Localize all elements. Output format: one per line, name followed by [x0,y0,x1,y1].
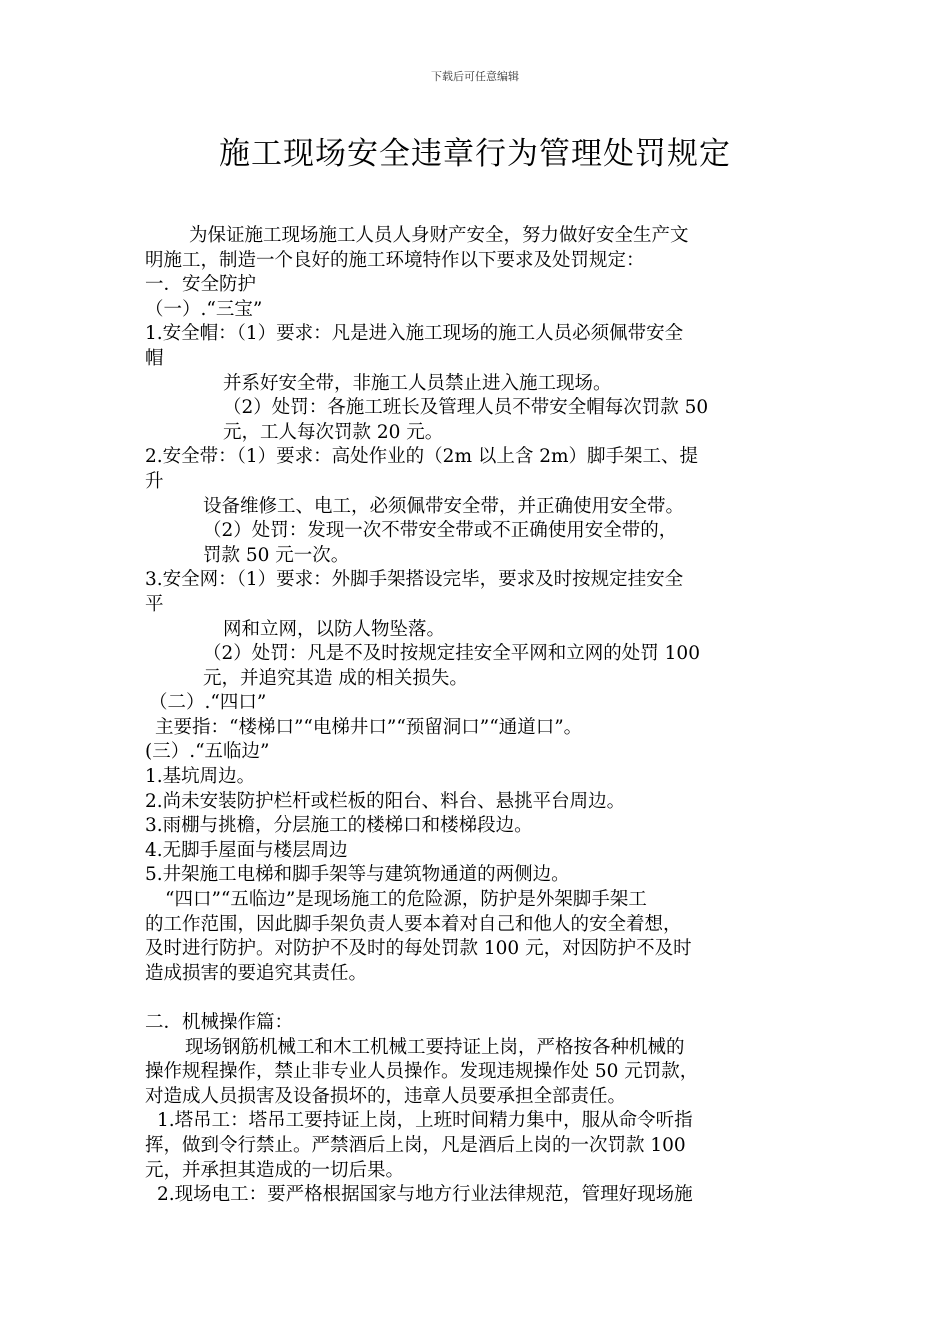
paragraph-line: 明施工，制造一个良好的施工环境特作以下要求及处罚规定： [145,249,645,271]
document-title: 施工现场安全违章行为管理处罚规定 [219,136,731,172]
paragraph-line: 元，工人每次罚款 20 元。 [223,421,444,443]
paragraph-line: 网和立网，以防人物坠落。 [223,618,446,640]
paragraph-line: 2.安全带：（1）要求：高处作业的（2m 以上含 2m）脚手架工、提 [145,446,699,468]
paragraph-line: 元，并追究其造 成的相关损失。 [203,667,468,689]
paragraph-line: 造成损害的要追究其责任。 [145,962,368,984]
paragraph-line: （2）处罚：各施工班长及管理人员不带安全帽每次罚款 50 [223,397,709,419]
paragraph-line: 升 [145,470,164,492]
paragraph-line: 为保证施工现场施工人员人身财产安全，努力做好安全生产文 [189,225,689,246]
subsection-heading: （二）.“四口” [149,692,267,714]
paragraph-line: （2）处罚：发现一次不带安全带或不正确使用安全带的， [203,520,678,542]
page-header: 下载后可任意编辑 [431,70,519,83]
paragraph-line: 对造成人员损害及设备损坏的，违章人员要承担全部责任。 [145,1085,627,1107]
list-item: 5.井架施工电梯和脚手架等与建筑物通道的两侧边。 [145,864,570,886]
paragraph-line: 的工作范围，因此脚手架负责人要本着对自己和他人的安全着想， [145,913,682,935]
section-heading: 一．安全防护 [145,274,257,296]
paragraph-line: “四口”“五临边”是现场施工的危险源，防护是外架脚手架工 [165,889,647,911]
section-heading: 二．机械操作篇： [145,1012,294,1033]
paragraph-line: 挥，做到令行禁止。严禁酒后上岗，凡是酒后上岗的一次罚款 100 [145,1134,686,1156]
list-item: 1.基坑周边。 [145,766,256,788]
list-item: 2.尚未安装防护栏杆或栏板的阳台、料台、悬挑平台周边。 [145,790,626,812]
paragraph-line: 3.安全网：（1）要求：外脚手架搭设完毕，要求及时按规定挂安全 [145,569,684,591]
paragraph-line: 1.安全帽：（1）要求：凡是进入施工现场的施工人员必须佩带安全 [145,323,684,345]
paragraph-line: 设备维修工、电工，必须佩带安全带，并正确使用安全带。 [203,495,685,517]
blank-line [145,986,810,1011]
paragraph-line: 帽 [145,347,164,369]
subsection-heading: （一）.“三宝” [145,298,263,320]
paragraph-line: 1.塔吊工：塔吊工要持证上岗，上班时间精力集中，服从命令听指 [157,1110,693,1132]
paragraph-line: 操作规程操作，禁止非专业人员操作。发现违规操作处 50 元罚款， [145,1061,699,1083]
subsection-heading: (三）.“五临边” [145,741,270,763]
paragraph-line: （2）处罚：凡是不及时按规定挂安全平网和立网的处罚 100 [203,643,700,665]
paragraph-line: 罚款 50 元一次。 [203,544,350,566]
paragraph-line: 2.现场电工：要严格根据国家与地方行业法律规范，管理好现场施 [157,1184,693,1206]
paragraph-line: 平 [145,593,164,615]
list-item: 4.无脚手屋面与楼层周边 [145,839,348,861]
paragraph-line: 元，并承担其造成的一切后果。 [145,1159,405,1181]
document-body [145,224,810,1208]
list-item: 3.雨棚与挑檐，分层施工的楼梯口和楼梯段边。 [145,815,533,837]
paragraph-line: 并系好安全带，非施工人员禁止进入施工现场。 [223,372,612,394]
paragraph-line: 及时进行防护。对防护不及时的每处罚款 100 元，对因防护不及时 [145,938,692,960]
paragraph-line: 现场钢筋机械工和木工机械工要持证上岗，严格按各种机械的 [185,1036,685,1058]
paragraph-line: 主要指：“楼梯口”“电梯井口”“预留洞口”“通道口”。 [155,716,583,738]
